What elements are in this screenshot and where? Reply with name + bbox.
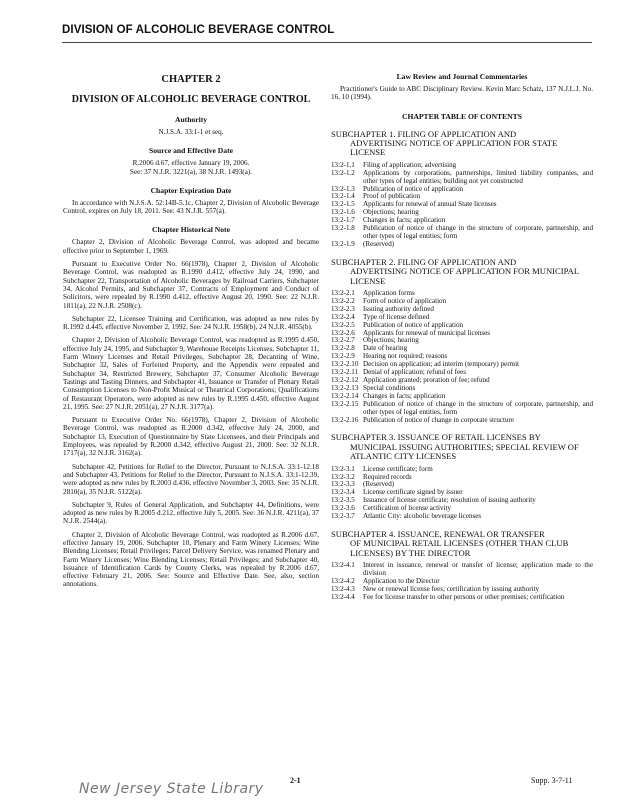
section-title: (Reserved) (363, 239, 395, 248)
section-number: 13:2-1.1 (331, 160, 355, 169)
section-number: 13:2-3.6 (331, 504, 355, 513)
historical-paragraph: Subchapter 42, Petitions for Relief to the Director, Pursuant to N.J.S.A. 33:1-12.18 and Subchapter 43, Petitions for Relief to the Director, Pursuant to N.J.S.A. 33:1-12.39, were adopted as new rules by R.2003 d.436, effective November 3, 2003. See: 35 N.J.R. 2810(a), 35 N.J.R. 5122(a). (63, 462, 319, 496)
page-number: 2-1 (290, 776, 301, 785)
section-number: 13:2-2.4 (331, 312, 355, 321)
section-title: Proof of publication (363, 192, 421, 201)
subchapter-heading (331, 258, 593, 286)
section-number: 13:2-2.7 (331, 336, 355, 345)
historical-heading: Chapter Historical Note (152, 225, 230, 235)
section-title: Type of license defined (363, 312, 430, 321)
section-number: 13:2-3.5 (331, 496, 355, 505)
section-title: Publication of notice of application (363, 184, 464, 193)
section-title: License certificate signed by issuer (363, 488, 463, 497)
section-number: 13:2-2.2 (331, 296, 355, 305)
subchapter-heading-line1: SUBCHAPTER 4. ISSUANCE, RENEWAL OR TRANSFER (331, 528, 545, 539)
section-title: Publication of notice of change in the structure of corporate, partnership, and other types of legal entities, form (363, 399, 593, 416)
section-number: 13:2-4.4 (331, 592, 355, 601)
section-number: 13:2-3.7 (331, 512, 355, 521)
library-watermark: New Jersey State Library (79, 781, 264, 797)
expiration-text: In accordance with N.J.S.A. 52:14B-5.1c, Chapter 2, Division of Alcoholic Beverage Control, expires on July 18, 2011. See: 43 N.J.R. 557(a). (63, 198, 319, 216)
section-title: Publication of notice of application (363, 320, 464, 329)
toc-entry (331, 225, 593, 241)
section-number: 13:2-2.10 (331, 360, 359, 369)
subchapter-heading-line2: OF MUNICIPAL RETAIL LICENSES (OTHER THAN CLUB LICENSES) BY THE DIRECTOR (350, 538, 569, 558)
subchapter-heading (331, 530, 593, 558)
authority-text: N.J.S.A. 33:1-1 et seq. (158, 128, 224, 136)
subchapter-heading-line1: SUBCHAPTER 1. FILING OF APPLICATION AND (331, 128, 517, 139)
section-number: 13:2-2.3 (331, 304, 355, 313)
authority-heading: Authority (174, 115, 208, 124)
section-number: 13:2-1.5 (331, 200, 355, 209)
toc-entry (331, 594, 593, 602)
source-text-1: R.2006 d.67, effective January 19, 2006. (132, 159, 250, 168)
table-of-contents (331, 130, 593, 602)
section-title: Date of hearing (363, 344, 408, 353)
header-rule (62, 42, 592, 43)
running-header: DIVISION OF ALCOHOLIC BEVERAGE CONTROL (62, 24, 335, 36)
toc-entry (331, 241, 593, 249)
section-title: Publication of notice of change in corporate structure (363, 415, 515, 424)
section-title: Interest in issuance, renewal or transfer of license; application made to the division (363, 561, 593, 578)
section-number: 13:2-2.1 (331, 289, 355, 297)
section-number: 13:2-2.8 (331, 344, 355, 353)
subchapter-heading (331, 433, 593, 461)
historical-notes (63, 238, 319, 588)
section-title: Application granted; proration of fee; refund (363, 375, 490, 384)
section-number: 13:2-2.15 (331, 399, 359, 408)
section-number: 13:2-2.6 (331, 328, 355, 337)
section-title: License certificate; form (363, 464, 433, 473)
section-title: Issuing authority defined (363, 304, 434, 313)
section-number: 13:2-2.13 (331, 383, 359, 392)
section-number: 13:2-2.12 (331, 375, 359, 384)
section-number: 13:2-3.2 (331, 472, 355, 481)
section-number: 13:2-2.14 (331, 391, 359, 400)
section-title: Atlantic City: alcoholic beverage licenses (363, 512, 482, 521)
expiration-heading: Chapter Expiration Date (150, 185, 232, 195)
historical-paragraph: Chapter 2, Division of Alcoholic Beverage Control, was adopted and became effective prior to September 1, 1969. (63, 238, 319, 255)
section-title: Objections; hearing (363, 208, 419, 217)
section-title: Hearing not required; reasons (363, 352, 448, 361)
section-title: Form of notice of application (363, 296, 447, 305)
historical-paragraph: Chapter 2, Division of Alcoholic Beverage Control, was readopted as R.1995 d.450, effective July 24, 1995, and Subchapter 9, Warehouse Receipts Licenses, Subchapter 11, Farm Winery Licenses and Retail Privileges, Subchapter 28, Decanting of Wine, Subchapter 32, Sales of Forfeited Property, and the Appendix were repealed and Subchapter 34, Restricted Brewery, Subchapter 37, Consumer Alcoholic Beverage Tastings and Tasting Dinners, and Subchapter 41, Issuance or Transfer of Plenary Retail Consumption Licenses to Non-Profit Musical or Theatrical Corporations; Qualifications of Restaurant Operators, were adopted as new rules by R.1995 d.450, effective August 21, 1995. See: 27 N.J.R. 2051(a), 27 N.J.R. 3177(a). (63, 336, 319, 411)
supplement-date: Supp. 3-7-11 (531, 776, 573, 785)
section-number: 13:2-1.8 (331, 224, 355, 233)
section-title: Required records (363, 472, 412, 481)
section-number: 13:2-1.6 (331, 208, 355, 217)
section-title: (Reserved) (363, 480, 395, 489)
section-title: Special conditions (363, 383, 416, 392)
section-number: 13:2-2.9 (331, 352, 355, 361)
section-number: 13:2-4.3 (331, 584, 355, 593)
section-number: 13:2-4.1 (331, 561, 355, 570)
section-title: Changes in facts; application (363, 391, 446, 400)
section-number: 13:2-1.7 (331, 216, 355, 225)
source-text-2: See: 37 N.J.R. 3221(a), 38 N.J.R. 1493(a). (129, 167, 253, 176)
toc-entry (331, 562, 593, 578)
toc-entry (331, 417, 593, 425)
section-number: 13:2-3.3 (331, 480, 355, 489)
section-title: Application forms (363, 289, 415, 297)
section-number: 13:2-3.1 (331, 464, 355, 473)
subchapter-heading-line2: MUNICIPAL ISSUING AUTHORITIES; SPECIAL REVIEW OF ATLANTIC CITY LICENSES (350, 441, 579, 462)
division-title: DIVISION OF ALCOHOLIC BEVERAGE CONTROL (71, 94, 311, 105)
subchapter-heading-line1: SUBCHAPTER 3. ISSUANCE OF RETAIL LICENSES BY (331, 432, 541, 443)
historical-paragraph: Subchapter 9, Rules of General Application, and Subchapter 44, Definitions, were adopted as new rules by R.2005 d.212, effective July 5, 2005. See: 36 N.J.R. 4211(a), 37 N.J.R. 2544(a). (63, 500, 319, 526)
historical-paragraph: Pursuant to Executive Order No. 66(1978), Chapter 2, Division of Alcoholic Beverage Control, was readopted as R.2000 d.342, effective July 24, 2000, and Subchapter 13, Execution of Questionnaire by State Licensees, and their Principals and Employees, was repealed by R.2000 d.342, effective August 21, 2000. See: 32 N.J.R. 1717(a), 32 N.J.R. 3162(a). (63, 416, 319, 458)
historical-paragraph: Chapter 2, Division of Alcoholic Beverage Control, was readopted as R.2006 d.67, effective January 19, 2006. Subchapter 10, Plenary and Farm Winery Licenses; Wine Blending Licenses; Retail Privileges; Parcel Delivery Service, was renamed Plenary and Farm Winery Licenses; Wine Blending Licenses; Retail Privileges; and Subchapter 40, Issuance of Identification Cards by County Clerks, was repealed by R.2006 d.67, effective February 21, 2006. See: Source and Effective Date. See, also, section annotations. (63, 530, 319, 589)
left-column (63, 72, 319, 594)
section-number: 13:2-1.3 (331, 184, 355, 193)
section-number: 13:2-4.2 (331, 577, 355, 585)
source-heading: Source and Effective Date (148, 146, 233, 156)
section-title: Issuance of license certificate; resolution of issuing authority (363, 496, 536, 505)
section-title: Fee for license transfer to other persons or other premises; certification (363, 592, 565, 601)
toc-entry (331, 513, 593, 521)
section-title: Changes in facts; application (363, 216, 446, 225)
toc-entry (331, 170, 593, 186)
section-number: 13:2-2.16 (331, 415, 359, 424)
section-title: Applications by corporations, partnerships, limited liability companies, and other types of legal entities; building not yet constructed (363, 168, 593, 185)
section-title: Certification of license activity (363, 504, 452, 513)
subchapter-heading-line2: ADVERTISING NOTICE OF APPLICATION FOR MUNICIPAL LICENSE (350, 266, 579, 286)
historical-paragraph: Subchapter 22, Licensee Training and Certification, was adopted as new rules by R.1992 d.445, effective November 2, 1992. See: 24 N.J.R. 1958(b), 24 N.J.R. 4055(b). (63, 314, 319, 332)
chapter-title: CHAPTER 2 (161, 74, 221, 85)
section-number: 13:2-1.4 (331, 192, 355, 201)
section-number: 13:2-1.2 (331, 168, 355, 177)
section-title: Denial of application; refund of fees (363, 368, 467, 377)
section-title: Publication of notice of change in the structure of corporate, partnership, and other types of legal entities; form (363, 224, 593, 240)
section-title: Filing of application; advertising (363, 160, 457, 169)
right-column (331, 72, 593, 602)
section-title: Applicants for renewal of annual State licenses (363, 200, 497, 209)
subchapter-heading-line2: ADVERTISING NOTICE OF APPLICATION FOR STATE LICENSE (350, 138, 558, 158)
subchapter-heading-line1: SUBCHAPTER 2. FILING OF APPLICATION AND (331, 256, 517, 267)
section-title: Applicants for renewal of municipal licenses (363, 328, 491, 337)
toc-entry (331, 401, 593, 417)
historical-paragraph: Pursuant to Executive Order No. 66(1978), Chapter 2, Division of Alcoholic Beverage Control, was readopted as R.1990 d.412, effective July 24, 1990, and Subchapter 22, Transportation of Alcoholic Beverages by Railroad Carriers, Subchapter 34, Alcohol Permits, and Subchapter 37, Contracts of Employment and Conduct of Solicitors, were repealed by R.1990 d.412, effective August 20, 1990. See: 22 N.J.R. 1811(a), 22 N.J.R. 2508(c). (63, 260, 319, 310)
section-number: 13:2-1.9 (331, 239, 355, 248)
section-number: 13:2-3.4 (331, 488, 355, 497)
law-review-text: Practitioner's Guide to ABC Disciplinary Review. Kevin Marc Schatz, 137 N.J.L.J. No. 16, 10 (1994). (331, 85, 593, 102)
section-title: Objections; hearing (363, 336, 419, 345)
section-title: Application to the Director (363, 577, 440, 585)
law-review-heading: Law Review and Journal Commentaries (396, 72, 528, 81)
section-number: 13:2-2.5 (331, 320, 355, 329)
section-title: Decision on application; ad interim (temporary) permit (363, 360, 520, 369)
section-title: New or renewal license fees; certification by issuing authority (363, 584, 540, 593)
section-number: 13:2-2.11 (331, 368, 359, 377)
subchapter-heading (331, 130, 593, 158)
toc-heading: CHAPTER TABLE OF CONTENTS (402, 111, 522, 121)
